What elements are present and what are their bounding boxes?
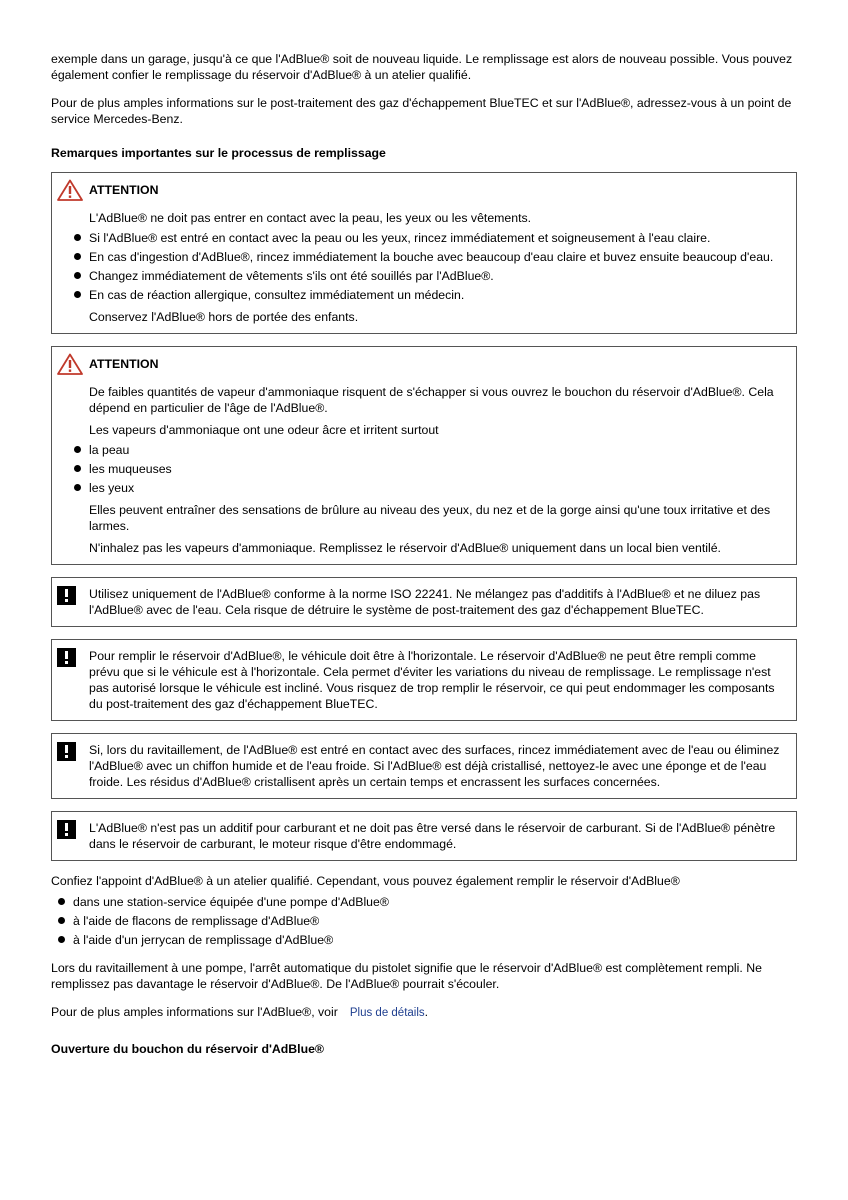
warning-text: N'inhalez pas les vapeurs d'ammoniaque. Remplissez le réservoir d'AdBlue® uniquement dans un local bien ventilé. bbox=[89, 541, 721, 555]
section-heading-filling: Remarques importantes sur le processus de remplissage bbox=[51, 146, 386, 160]
exclamation-icon bbox=[57, 820, 76, 839]
list-item: à l'aide de flacons de remplissage d'AdBlue® bbox=[36, 913, 797, 929]
warning-triangle-icon bbox=[57, 353, 83, 375]
bullet-icon bbox=[58, 936, 65, 943]
list-item: dans une station-service équipée d'une pompe d'AdBlue® bbox=[36, 894, 797, 910]
note-text: L'AdBlue® n'est pas un additif pour carburant et ne doit pas être versé dans le réservoir de carburant. Si de l'AdBlue® pénètre dans le réservoir de carburant, le moteur risque d'être endommagé. bbox=[89, 821, 776, 851]
warning-title: ATTENTION bbox=[89, 183, 159, 197]
bullet-icon bbox=[74, 446, 81, 453]
list-item: Si l'AdBlue® est entré en contact avec la peau ou les yeux, rincez immédiatement et soigneusement à l'eau claire. bbox=[52, 230, 786, 246]
bullet-icon bbox=[58, 917, 65, 924]
warning-text: Les vapeurs d'ammoniaque ont une odeur âcre et irritent surtout bbox=[89, 423, 439, 437]
list-item: Changez immédiatement de vêtements s'ils ont été souillés par l'AdBlue®. bbox=[52, 268, 786, 284]
bullet-icon bbox=[74, 234, 81, 241]
intro-paragraph-1: exemple dans un garage, jusqu'à ce que l'AdBlue® soit de nouveau liquide. Le remplissage est alors de nouveau possible. Vous pouvez également confier le remplissage du réservoir d'AdBlue® à un atelier qualifié. bbox=[51, 52, 793, 82]
warning-text: De faibles quantités de vapeur d'ammoniaque risquent de s'échapper si vous ouvrez le bouchon du réservoir d'AdBlue®. Cela dépend en particulier de l'âge de l'AdBlue®. bbox=[89, 385, 774, 415]
warning-box-skin-contact bbox=[51, 172, 797, 334]
more-details-link[interactable]: Plus de détails bbox=[349, 1007, 425, 1019]
bullet-icon bbox=[74, 291, 81, 298]
outro-text: Pour de plus amples informations sur l'AdBlue®, voir bbox=[51, 1005, 338, 1019]
warning-text: L'AdBlue® ne doit pas entrer en contact avec la peau, les yeux ou les vêtements. bbox=[89, 211, 532, 225]
list-item: En cas de réaction allergique, consultez immédiatement un médecin. bbox=[52, 287, 786, 303]
section-heading-opening-cap: Ouverture du bouchon du réservoir d'AdBlue® bbox=[51, 1042, 324, 1056]
warning-bullet-list bbox=[52, 230, 786, 303]
filling-options-list bbox=[36, 894, 797, 948]
bullet-icon bbox=[74, 272, 81, 279]
note-text: Utilisez uniquement de l'AdBlue® conforme à la norme ISO 22241. Ne mélangez pas d'additifs à l'AdBlue® et ne diluez pas l'AdBlue® avec de l'eau. Cela risque de détruire le système de post-traitement des gaz d'échappement BlueTEC. bbox=[89, 587, 761, 617]
bullet-icon bbox=[74, 465, 81, 472]
list-item: les muqueuses bbox=[52, 461, 786, 477]
intro-paragraph-2: Pour de plus amples informations sur le post-traitement des gaz d'échappement BlueTEC et sur l'AdBlue®, adressez-vous à un point de service Mercedes-Benz. bbox=[51, 96, 792, 126]
bullet-icon bbox=[58, 898, 65, 905]
warning-title: ATTENTION bbox=[89, 357, 159, 371]
list-item: à l'aide d'un jerrycan de remplissage d'AdBlue® bbox=[36, 932, 797, 948]
list-item: les yeux bbox=[52, 480, 786, 496]
list-item: la peau bbox=[52, 442, 786, 458]
exclamation-icon bbox=[57, 586, 76, 605]
warning-box-ammonia bbox=[51, 346, 797, 565]
warning-bullet-list bbox=[52, 442, 786, 496]
note-box bbox=[51, 577, 797, 627]
note-box bbox=[51, 733, 797, 799]
link-suffix: . bbox=[424, 1005, 429, 1019]
outro-paragraph-3 bbox=[51, 1004, 797, 1021]
page-content bbox=[51, 51, 797, 1068]
exclamation-icon bbox=[57, 742, 76, 761]
warning-footer: Conservez l'AdBlue® hors de portée des enfants. bbox=[89, 310, 359, 324]
bullet-icon bbox=[74, 484, 81, 491]
note-box bbox=[51, 639, 797, 721]
outro-paragraph-2: Lors du ravitaillement à une pompe, l'arrêt automatique du pistolet signifie que le réservoir d'AdBlue® est complètement rempli. Ne remplissez pas davantage le réservoir d'AdBlue®. De l'AdBlue® pourrait s'écouler. bbox=[51, 961, 762, 991]
note-text: Si, lors du ravitaillement, de l'AdBlue® est entré en contact avec des surfaces, rincez immédiatement avec de l'eau ou éliminez l'AdBlue® avec un chiffon humide et de l'eau froide. Si l'AdBlue® est déjà cristallisé, nettoyez-le avec une éponge et de l'eau froide. Les résidus d'AdBlue® cristallisent après un certain temps et encrassent les surfaces concernées. bbox=[89, 743, 780, 789]
note-box bbox=[51, 811, 797, 861]
outro-paragraph-1: Confiez l'appoint d'AdBlue® à un atelier qualifié. Cependant, vous pouvez également remplir le réservoir d'AdBlue® bbox=[51, 874, 680, 888]
exclamation-icon bbox=[57, 648, 76, 667]
warning-text: Elles peuvent entraîner des sensations de brûlure au niveau des yeux, du nez et de la gorge ainsi qu'une toux irritative et des larmes. bbox=[89, 503, 771, 533]
list-item: En cas d'ingestion d'AdBlue®, rincez immédiatement la bouche avec beaucoup d'eau claire et buvez ensuite beaucoup d'eau. bbox=[52, 249, 786, 265]
warning-triangle-icon bbox=[57, 179, 83, 201]
bullet-icon bbox=[74, 253, 81, 260]
note-text: Pour remplir le réservoir d'AdBlue®, le véhicule doit être à l'horizontale. Le réservoir d'AdBlue® ne peut être rempli comme prévu que si le véhicule est à l'horizontale. Cela permet d'éviter les variations du niveau de remplissage. Le remplissage n'est pas autorisé lorsque le véhicule est incliné. Vous risquez de trop remplir le réservoir, ce qui peut endommager les composants du post-traitement des gaz d'échappement BlueTEC. bbox=[89, 649, 775, 711]
